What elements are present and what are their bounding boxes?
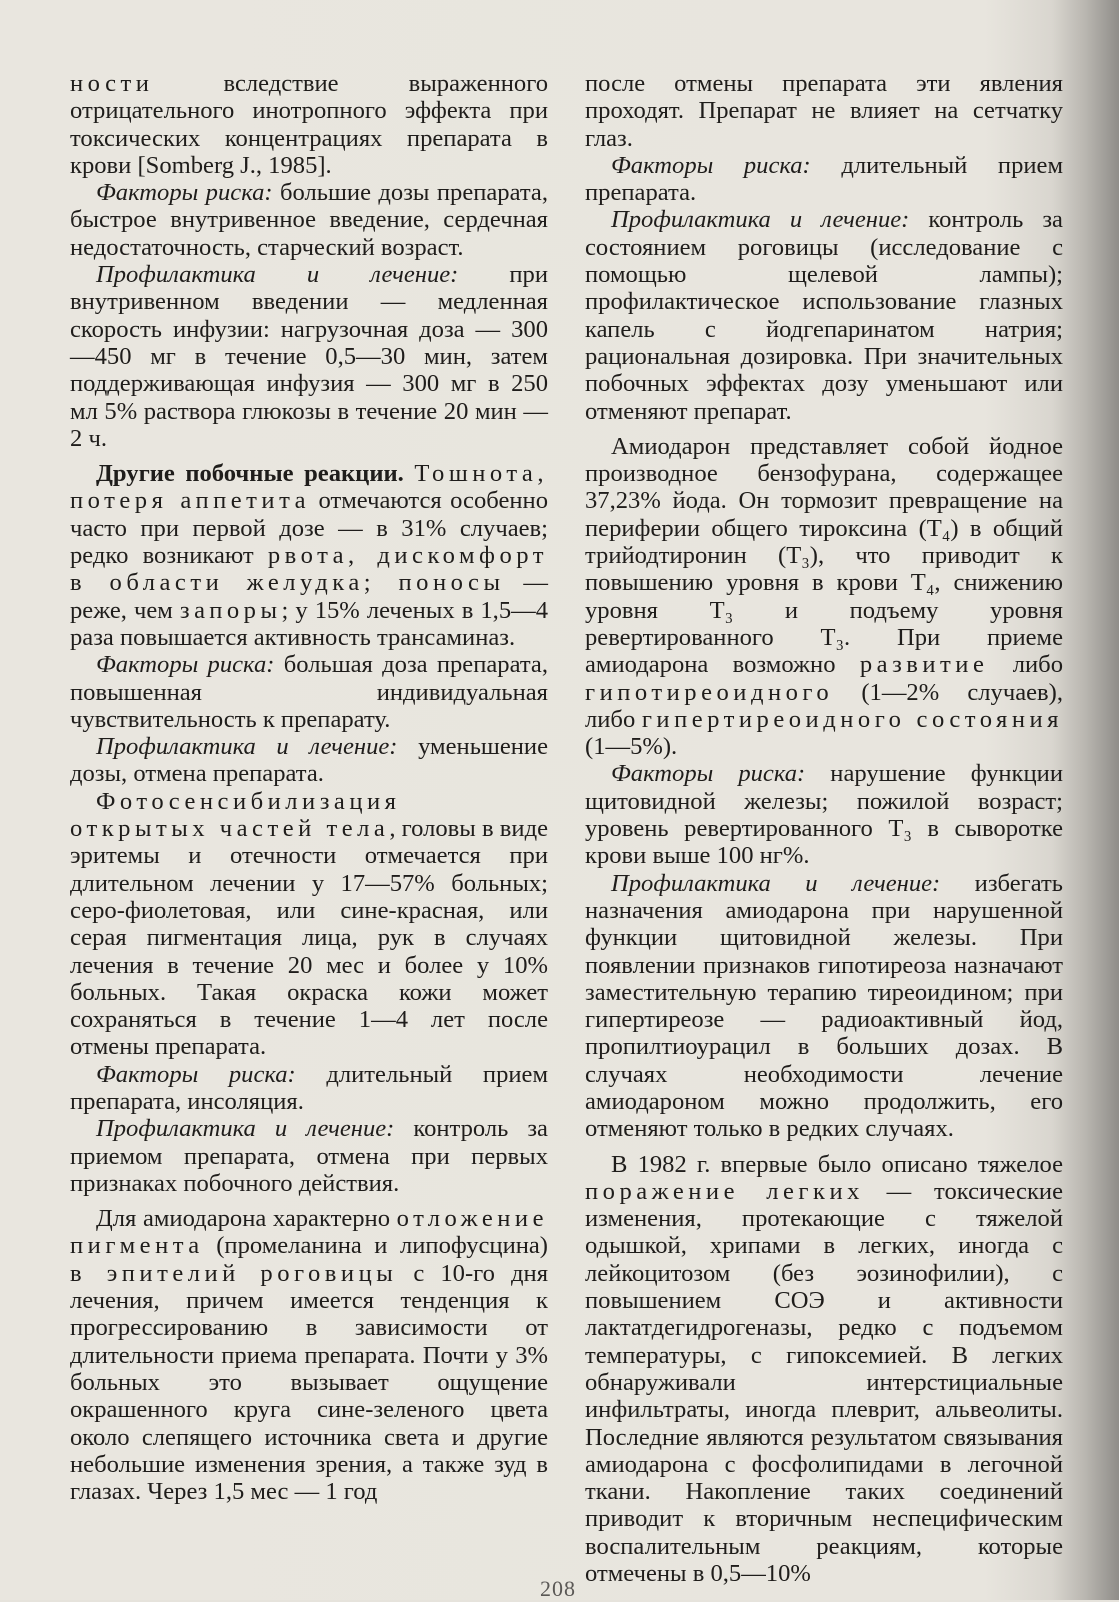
text-run: с 10-го дня лечения, причем имеется тенденция к прогрессированию в зависимости от длительности приема препарата. Почти у 3% больных это вызывает ощущение окрашенного круга сине-зеленого цвета около слепящего источника света и другие небольшие изменения зрения, а также зуд в глазах. Через 1,5 мес — 1 год <box>70 1259 548 1506</box>
paragraph <box>585 70 1063 152</box>
page-number: 208 <box>540 1576 576 1601</box>
text-run: (1—2% случаев), либо <box>585 678 1063 733</box>
spaced-emphasis: Фотосенсибилизация открытых частей тела <box>70 787 401 843</box>
text-run: нарушение функции щитовидной железы; пожилой возраст; уровень ревертированного T₃ в сыворотке крови выше 100 нг%. <box>585 760 1063 870</box>
text-run: либо <box>988 651 1063 679</box>
italic-heading: Факторы риска: <box>611 760 806 788</box>
paragraph <box>70 1205 548 1505</box>
paragraph <box>70 788 548 1061</box>
paragraph <box>70 179 548 261</box>
paragraph <box>585 433 1063 761</box>
italic-heading: Факторы риска: <box>611 151 811 179</box>
text-run: — реже, чем <box>70 569 548 624</box>
text-run: длительный прием препарата. <box>585 151 1064 207</box>
italic-heading: Профилактика и лечение: <box>96 1115 395 1143</box>
text-run: В 1982 г. впервые было описано тяжелое <box>611 1150 1063 1178</box>
text-run <box>404 460 415 487</box>
paragraph <box>585 870 1063 1143</box>
italic-heading: Факторы риска: <box>96 179 273 207</box>
italic-heading: Факторы риска: <box>96 1060 296 1088</box>
paragraph <box>70 261 548 452</box>
paragraph <box>70 651 548 733</box>
spaced-emphasis: гипотиреоидного <box>585 678 834 706</box>
paragraph <box>70 1115 548 1197</box>
text-run: Амиодарон представляет собой йодное производное бензофурана, содержащее 37,23% йода. Он тормозит превращение на периферии общего тироксина (T₄) в общий трийодтиронин (T₃), что приводит к повышению уровня в крови T₄, снижению уровня T₃ и подъему уровня ревертированного T₃. При приеме амиодарона возможно <box>585 432 1063 679</box>
text-run: , головы в виде эритемы и отечности отмечается при длительном лечении у 17—57% больных; серо-фиолетовая, или сине-красная, или серая пигментация лица, рук в случаях лечения в течение 20 мес и более у 10% больных. Такая окраска кожи может сохраняться в течение 1—4 лет после отмены препарата. <box>70 815 549 1061</box>
spaced-emphasis: поражение легких <box>585 1177 864 1205</box>
text-run: уменьшение дозы, отмена препарата. <box>70 733 548 788</box>
paragraph <box>70 70 548 179</box>
spaced-emphasis: Тошнота, потеря аппетита <box>70 460 548 515</box>
text-run: длительный прием препарата, инсоляция. <box>70 1060 549 1115</box>
italic-heading: Профилактика и лечение: <box>611 869 941 897</box>
text-run: Для амиодарона характерно <box>96 1205 397 1233</box>
text-run: контроль за состоянием роговицы (исследование с помощью щелевой лампы); профилактическое использование глазных капель с йодгепаринатом натрия; рациональная дозировка. При значительных побочных эффектах дозу уменьшают или отменяют препарат. <box>585 206 1063 425</box>
spaced-emphasis: запоры <box>179 596 282 624</box>
text-run: после отмены препарата эти явления проходят. Препарат не влияет на сетчатку глаз. <box>585 70 1063 152</box>
text-run: большие дозы препарата, быстрое внутривенное введение, сердечная недостаточность, старческий возраст. <box>70 179 548 261</box>
text-run: — токсические изменения, протекающие с тяжелой одышкой, хрипами в легких, иногда с лейкоцитозом (без эозинофилии), с повышением СОЭ и активности лактатдегидрогеназы, редко с подъемом температуры, с гипоксемией. В легких обнаруживали интерстициальные инфильтраты, иногда плеврит, альвеолиты. Последние являются результатом связывания амиодарона с фосфолипидами в легочной ткани. Накопление таких соединений приводит к вторичным неспецифическим воспалительным реакциям, которые отмечены в 0,5—10% <box>585 1177 1063 1588</box>
paragraph <box>585 760 1063 869</box>
italic-heading: Профилактика и лечение: <box>611 206 910 234</box>
text-run: (промеланина и липофусцина) <box>203 1232 548 1260</box>
italic-heading: Факторы риска: <box>96 651 275 679</box>
paragraph <box>70 733 548 788</box>
text-run: контроль за приемом препарата, отмена при первых признаках побочного действия. <box>70 1115 548 1197</box>
spaced-emphasis: развитие <box>859 651 989 679</box>
bold-heading: Другие побочные реакции. <box>96 460 404 488</box>
right-text-column <box>585 70 1063 1587</box>
spaced-emphasis: ности <box>70 70 154 97</box>
paragraph <box>70 460 548 651</box>
spaced-emphasis: отложение пигмента <box>70 1205 548 1260</box>
paragraph <box>585 206 1063 424</box>
text-run: вследствие выраженного отрицательного инотропного эффекта при токсических концентрациях препарата в крови [Somberg J., 1985]. <box>70 70 548 179</box>
paragraph <box>585 1151 1063 1588</box>
spaced-emphasis: рвота, дискомфорт в области желудка; поносы <box>70 542 549 597</box>
text-run: большая доза препарата, повышенная индивидуальная чувствительность к препарату. <box>70 651 548 733</box>
spaced-emphasis: гипертиреоидного состояния <box>641 705 1063 733</box>
spaced-emphasis: в эпителий роговицы <box>70 1259 398 1287</box>
text-run: избегать назначения амиодарона при нарушенной функции щитовидной железы. При появлении признаков гипотиреоза назначают заместительную терапию тиреоидином; при гипертиреозе — радиоактивный йод, пропилтиоурацил в больших дозах. В случаях необходимости лечение амиодароном можно продолжить, его отменяют только в редких случаях. <box>585 869 1063 1143</box>
paragraph <box>70 1061 548 1116</box>
text-run: при внутривенном введении — медленная скорость инфузии: нагрузочная доза — 300—450 мг в течение 0,5—30 мин, затем поддерживающая инфузия — 300 мг в 250 мл 5% раствора глюкозы в течение 20 мин — 2 ч. <box>70 261 548 452</box>
text-run: отмечаются особенно часто при первой дозе — в 31% случаев; редко возникают <box>70 487 548 570</box>
paragraph <box>585 152 1063 207</box>
left-text-column <box>70 70 548 1505</box>
text-run: ; у 15% леченых в 1,5—4 раза повышается активность трансаминаз. <box>70 596 549 651</box>
italic-heading: Профилактика и лечение: <box>96 261 459 289</box>
text-run: (1—5%). <box>585 733 678 761</box>
italic-heading: Профилактика и лечение: <box>96 733 398 761</box>
